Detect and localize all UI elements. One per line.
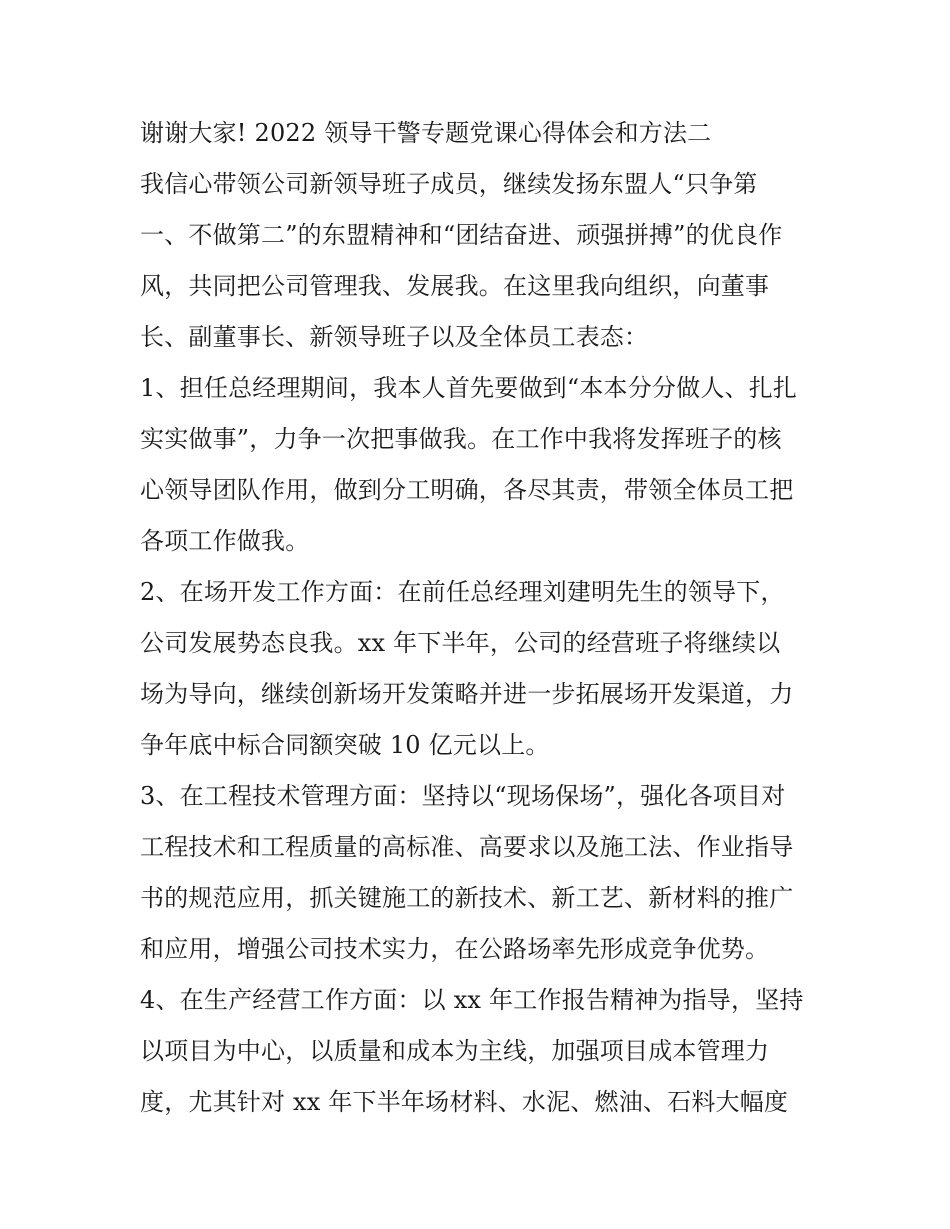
document-body (140, 108, 820, 1128)
text-line: 风，共同把公司管理我、发展我。在这里我向组织，向董事 (140, 272, 770, 300)
text-line: 我信心带领公司新领导班子成员，继续发扬东盟人“只争第 (140, 170, 758, 198)
text-line: 度，尤其针对 xx 年下半年场材料、水泥、燃油、石料大幅度 (140, 1088, 789, 1116)
text-line: 争年底中标合同额突破 10 亿元以上。 (140, 731, 550, 759)
text-line: 公司发展势态良我。xx 年下半年，公司的经营班子将继续以 (140, 629, 781, 657)
text-line: 各项工作做我。 (140, 527, 310, 555)
text-line: 实实做事”，力争一次把事做我。在工作中我将发挥班子的核 (140, 425, 782, 453)
text-line: 以项目为中心，以质量和成本为主线，加强项目成本管理力 (140, 1037, 770, 1065)
text-line: 心领导团队作用，做到分工明确，各尽其责，带领全体员工把 (140, 476, 794, 504)
text-line: 书的规范应用，抓关键施工的新技术、新工艺、新材料的推广 (140, 884, 794, 912)
text-line: 1、担任总经理期间，我本人首先要做到“本本分分做人、扎扎 (140, 374, 798, 402)
text-line: 4、在生产经营工作方面：以 xx 年工作报告精神为指导，坚持 (140, 986, 804, 1014)
text-line: 2、在场开发工作方面：在前任总经理刘建明先生的领导下， (140, 578, 785, 606)
document-title: 谢谢大家! 2022 领导干警专题党课心得体会和方法二 (140, 119, 712, 147)
text-line: 3、在工程技术管理方面：坚持以“现场保场”，强化各项目对 (140, 782, 786, 810)
text-line: 长、副董事长、新领导班子以及全体员工表态： (140, 323, 649, 351)
text-line: 工程技术和工程质量的高标准、高要求以及施工法、作业指导 (140, 833, 794, 861)
text-line: 一、不做第二”的东盟精神和“团结奋进、顽强拼搏”的优良作 (140, 221, 783, 249)
text-line: 场为导向，继续创新场开发策略并进一步拓展场开发渠道，力 (140, 680, 794, 708)
text-line: 和应用，增强公司技术实力，在公路场率先形成竞争优势。 (140, 935, 770, 963)
